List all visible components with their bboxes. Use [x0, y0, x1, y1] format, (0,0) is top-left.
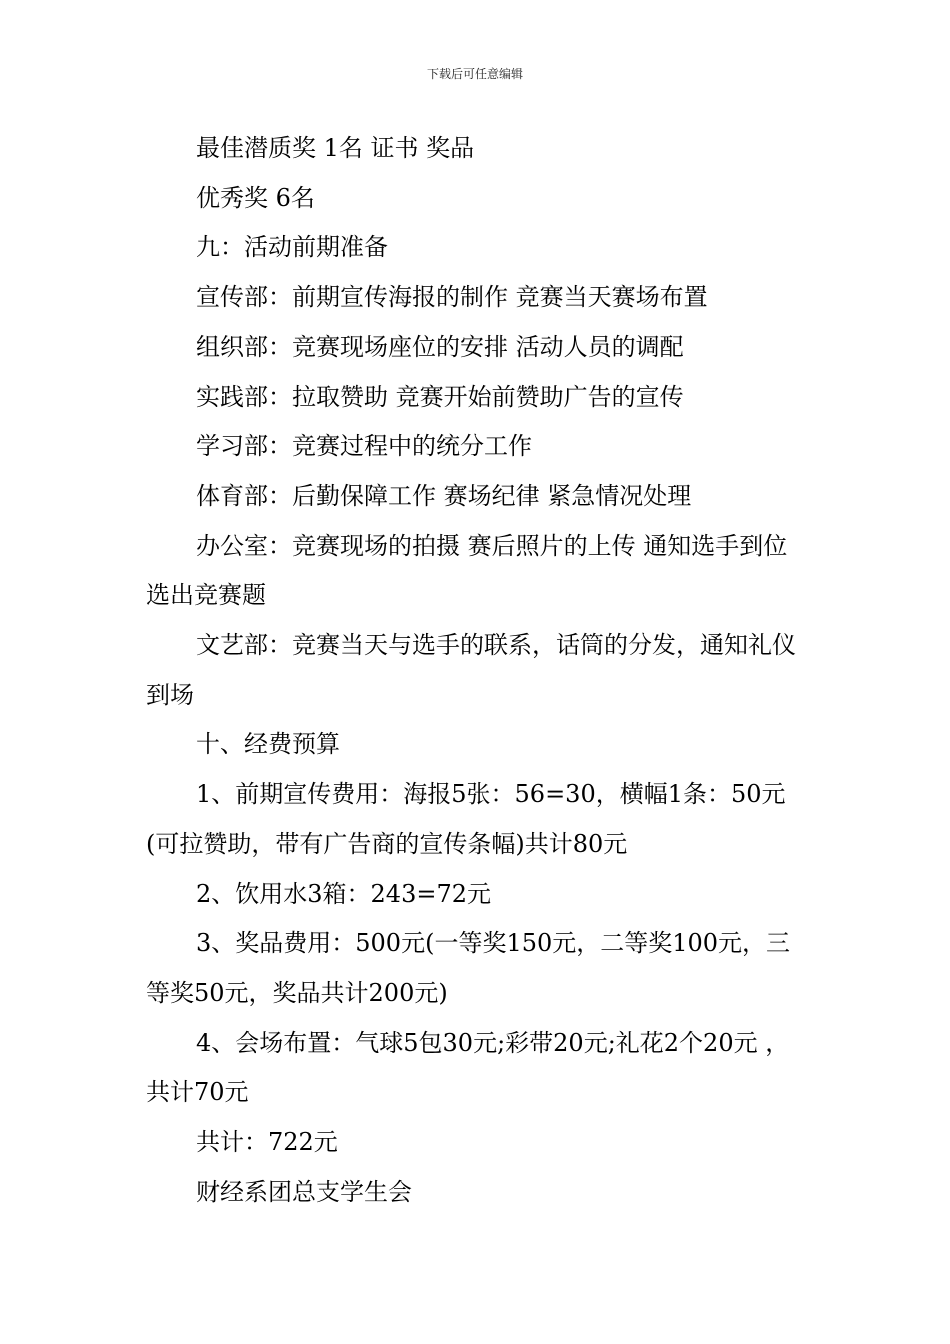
section-ten-heading: 十、经费预算: [196, 730, 340, 759]
award-potential-line: 最佳潜质奖 1名 证书 奖品: [196, 134, 475, 162]
budget-item-water: 2、饮用水3箱：243=72元: [196, 879, 491, 908]
arts-dept-line: 文艺部：竞赛当天与选手的联系，话筒的分发，通知礼仪到场: [146, 631, 796, 709]
budget-item-publicity: 1、前期宣传费用：海报5张：56=30，横幅1条：50元(可拉赞助，带有广告商的宣传条幅)共计80元: [146, 780, 786, 858]
study-dept-line: 学习部：竞赛过程中的统分工作: [196, 432, 532, 461]
signature-organization: 财经系团总支学生会: [196, 1177, 412, 1206]
document-body: [146, 124, 810, 1217]
publicity-dept-line: 宣传部：前期宣传海报的制作 竞赛当天赛场布置: [196, 283, 708, 312]
practice-dept-line: 实践部：拉取赞助 竞赛开始前赞助广告的宣传: [196, 382, 684, 411]
office-line: 办公室：竞赛现场的拍摄 赛后照片的上传 通知选手到位 选出竞赛题: [146, 531, 788, 610]
budget-total: 共计：722元: [196, 1128, 338, 1157]
section-nine-heading: 九：活动前期准备: [196, 233, 388, 262]
award-excellent-line: 优秀奖 6名: [196, 183, 315, 212]
budget-item-prizes: 3、奖品费用：500元(一等奖150元，二等奖100元，三等奖50元，奖品共计200元): [146, 929, 791, 1007]
header-note: 下载后可任意编辑: [426, 67, 523, 81]
budget-item-venue: 4、会场布置：气球5包30元;彩带20元;礼花2个20元 ，共计70元: [146, 1028, 790, 1107]
organization-dept-line: 组织部：竞赛现场座位的安排 活动人员的调配: [196, 332, 684, 361]
sports-dept-line: 体育部：后勤保障工作 赛场纪律 紧急情况处理: [196, 481, 692, 510]
